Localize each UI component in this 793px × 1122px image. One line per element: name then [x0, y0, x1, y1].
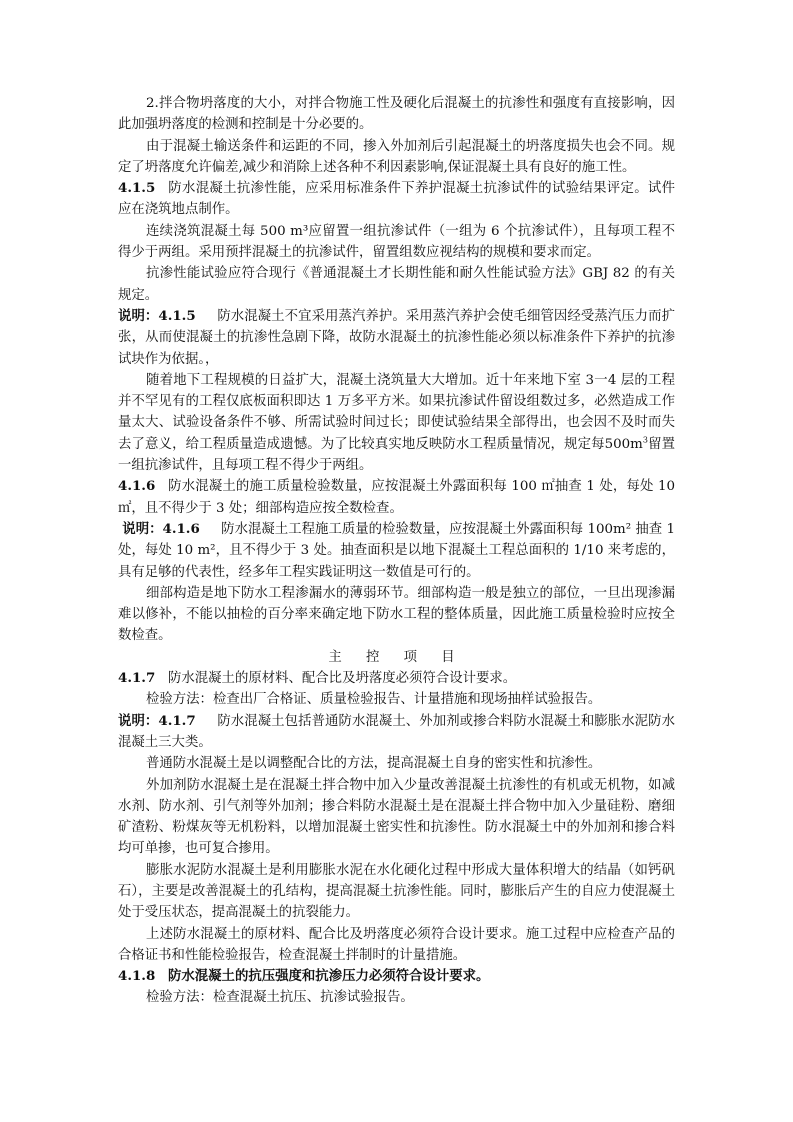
note-4-1-5	[118, 306, 675, 370]
note-label: 说明：4.1.5	[118, 307, 196, 324]
note-label: 说明：4.1.6	[122, 520, 200, 537]
paragraph-slump-tolerance: 由于混凝土输送条件和运距的不同，掺入外加剂后引起混凝土的坍落度损失也会不同。规定了坍落度允许偏差,减少和消除上述各种不利因素影响,保证混凝土具有良好的施工性。	[118, 138, 675, 175]
clause-4-1-6	[118, 476, 675, 519]
inspection-method-1: 检验方法：检查出厂合格证、质量检验报告、计量措施和现场抽样试验报告。	[146, 692, 602, 708]
paragraph-detail-construction: 细部构造是地下防水工程渗漏水的薄弱环节。细部构造一般是独立的部位，一旦出现渗漏难以修补，不能以抽检的百分率来确定地下防水工程的整体质量，因此施工质量检验时应按全数检查。	[118, 585, 675, 644]
unit-500m: 500m	[604, 436, 643, 452]
paragraph-admixture-concrete: 外加剂防水混凝土是在混凝土拌合物中加入少量改善混凝土抗渗性的有机或无机物，如减水剂、防水剂、引气剂等外加剂；掺合料防水混凝土是在混凝土拌合物中加入少量硅粉、磨细矿渣粉、粉煤灰等无机粉料，以增加混凝土密实性和抗渗性。防水混凝土中的外加剂和掺合料均可单掺，也可复合掺用。	[118, 777, 675, 857]
clause-number: 4.1.5	[118, 180, 156, 197]
clause-number: 4.1.8	[118, 968, 156, 985]
paragraph-expansive-cement: 膨胀水泥防水混凝土是利用膨胀水泥在水化硬化过程中形成大量体积增大的结晶（如钙矾石），主要是改善混凝土的孔结构，提高混凝土抗渗性能。同时，膨胀后产生的自应力使混凝土处于受压状态，提高混凝土的抗裂能力。	[118, 862, 675, 921]
paragraph-slump: 2.拌合物坍落度的大小，对拌合物施工性及硬化后混凝土的抗渗性和强度有直接影响，因此加强坍落度的检测和控制是十分必要的。	[118, 96, 675, 133]
clause-text: 防水混凝土的施工质量检验数量，应按混凝土外露面积每 100 ㎡抽查 1 处，每处 10 ㎡，且不得少于 3 处；细部构造应按全数检查。	[118, 479, 675, 516]
clause-text: 防水混凝土的抗压强度和抗渗压力必须符合设计要求。	[168, 968, 490, 985]
note-text: 防水混凝土不宜采用蒸汽养护。采用蒸汽养护会使毛细管因经受蒸汽压力而扩张，从而使混凝土的抗渗性急剧下降，故防水混凝土的抗渗性能必须以标准条件下养护的抗渗试块作为依据。，	[118, 308, 675, 367]
note-4-1-6	[118, 519, 675, 583]
unit-superscript: 3	[642, 435, 648, 445]
paragraph-project-scale	[118, 370, 675, 476]
note-text: 防水混凝土工程施工质量的检验数量，应按混凝土外露面积每 100m² 抽查 1 处，每处 10 m²，且不得少于 3 处。抽查面积是以地下混凝土工程总面积的 1/10 来考虑的，具有足够的代表性，经多年工程实践证明这一数值是可行的。	[118, 521, 675, 580]
paragraph-project-scale-tail: 留置一组抗渗试件，且每项工程不得少于两组。	[118, 436, 676, 474]
section-heading: 主 控 项 目	[328, 649, 465, 665]
clause-text: 防水混凝土抗渗性能，应采用标准条件下养护混凝土抗渗试件的试验结果评定。试件应在浇筑地点制作。	[118, 181, 675, 218]
note-4-1-7	[118, 711, 675, 754]
paragraph-test-standard: 抗渗性能试验应符合现行《普通混凝土才长期性能和耐久性能试验方法》GBJ 82 的有关规定。	[118, 266, 675, 303]
clause-4-1-5	[118, 178, 675, 221]
clause-number: 4.1.6	[118, 478, 156, 495]
paragraph-ordinary-concrete: 普通防水混凝土是以调整配合比的方法，提高混凝土自身的密实性和抗渗性。	[146, 756, 602, 772]
clause-4-1-8	[118, 966, 675, 987]
paragraph-specimen-groups: 连续浇筑混凝土每 500 m³应留置一组抗渗试件（一组为 6 个抗渗试件），且每项工程不得少于两组。采用预拌混凝土的抗渗试件，留置组数应视结构的规模和要求而定。	[118, 223, 675, 261]
clause-number: 4.1.7	[118, 670, 156, 687]
paragraph-design-requirements: 上述防水混凝土的原材料、配合比及坍落度必须符合设计要求。施工过程中应检查产品的合格证书和性能检验报告，检查混凝土拌制时的计量措施。	[118, 926, 675, 963]
note-text: 防水混凝土包括普通防水混凝土、外加剂或掺合料防水混凝土和膨胀水泥防水混凝土三大类。	[118, 713, 675, 750]
document-body	[118, 93, 675, 1009]
note-label: 说明：4.1.7	[118, 712, 196, 729]
paragraph-project-scale-text: 随着地下工程规模的日益扩大，混凝土浇筑量大大增加。近十年来地下室 3一4 层的工程并不罕见有的工程仅底板面积即达 1 万多平方米。如果抗渗试件留设组数过多，必然造成工作量太大、试验设备条件不够、所需试验时间过长；即使试验结果全部得出，也会因不及时而失去了意义，给工程质量造成遗憾。为了比较真实地反映防水工程质量情况，规定每	[118, 372, 675, 452]
clause-4-1-7	[118, 668, 675, 689]
clause-text: 防水混凝土的原材料、配合比及坍落度必须符合设计要求。	[168, 671, 517, 687]
inspection-method-2: 检验方法：检查混凝土抗压、抗渗试验报告。	[146, 990, 414, 1006]
